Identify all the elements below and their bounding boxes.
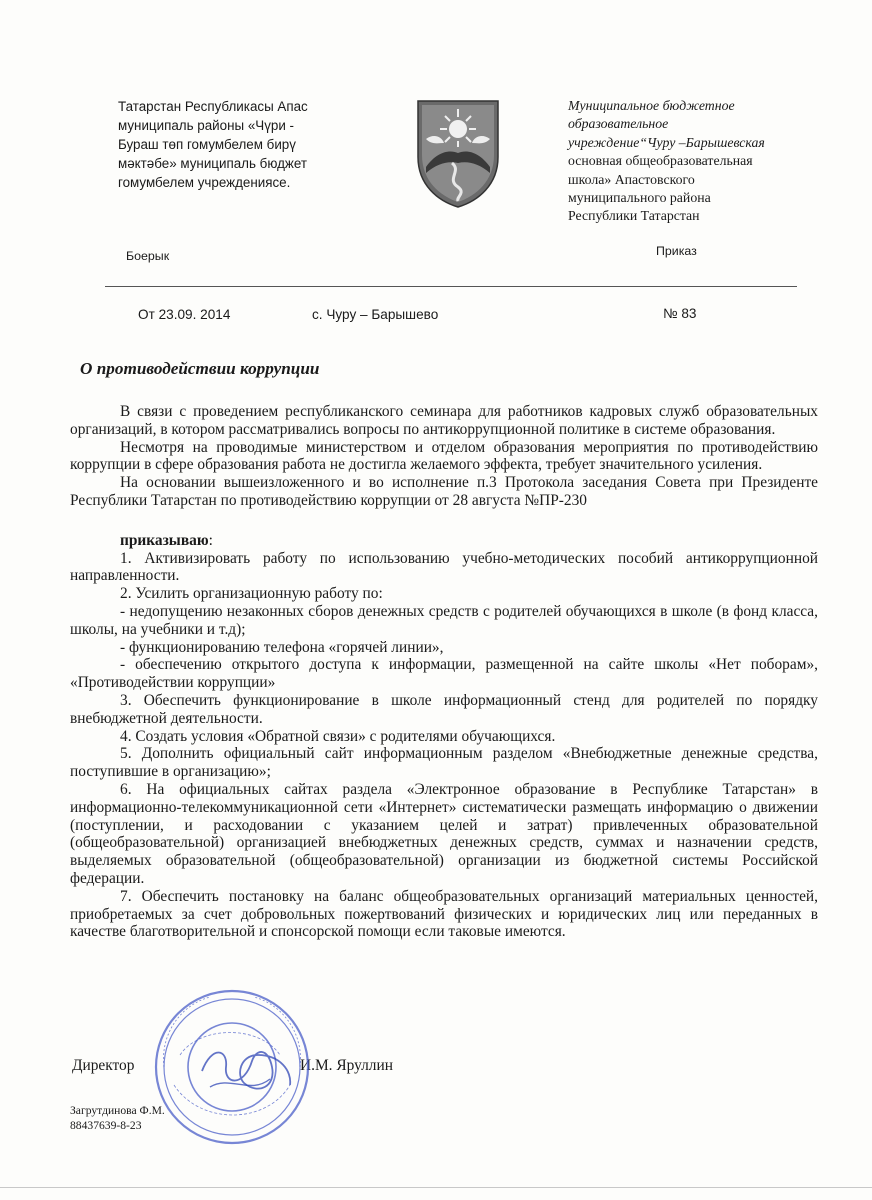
header-org-tatar bbox=[118, 97, 346, 192]
org-line: муниципального района bbox=[568, 190, 711, 206]
order-number: № 83 bbox=[663, 306, 697, 321]
org-line: мәктәбе» муниципаль бюджет bbox=[118, 156, 307, 171]
order-item: 2. Усилить организационную работу по: bbox=[120, 585, 383, 603]
org-line: учреждение“Чуру –Барышевская bbox=[568, 134, 765, 150]
doc-type-tatar: Боерык bbox=[126, 249, 170, 263]
order-date: От 23.09. 2014 bbox=[138, 307, 231, 322]
org-line: муниципаль районы «Чүри - bbox=[118, 118, 295, 133]
order-item: 3. Обеспечить функционирование в школе информационный стенд для родителей по порядку внебюджетной деятельности. bbox=[70, 691, 818, 727]
header-org-russian bbox=[568, 97, 808, 226]
document-body bbox=[70, 403, 818, 941]
org-line: Муниципальное бюджетное bbox=[568, 98, 735, 113]
decree-word: приказываю bbox=[120, 531, 209, 549]
paragraph: Несмотря на проводимые министерством и отделом образования мероприятия по противодействию коррупции в сфере образования работа не достигла желаемого эффекта, требует значительного усиления. bbox=[70, 438, 818, 474]
order-item: 5. Дополнить официальный сайт информационным разделом «Внебюджетные денежные средства, поступившие в организацию»; bbox=[70, 745, 818, 781]
header-divider bbox=[105, 286, 797, 287]
order-item: 4. Создать условия «Обратной связи» с родителями обучающихся. bbox=[120, 727, 556, 745]
document-title: О противодействии коррупции bbox=[80, 359, 320, 378]
emblem-icon bbox=[412, 97, 504, 209]
decree-line bbox=[70, 532, 818, 550]
order-item: - недопущению незаконных сборов денежных средств с родителей обучающихся в школе (в фонд класса, школы, на учебники и т.д); bbox=[70, 602, 818, 638]
order-item: 1. Активизировать работу по использованию учебно-методических пособий антикоррупционной направленности. bbox=[70, 549, 818, 585]
org-line: Республики Татарстан bbox=[568, 208, 700, 224]
decree-colon: : bbox=[208, 531, 213, 549]
order-item: 7. Обеспечить постановку на баланс общеобразовательных организаций материальных ценностей, приобретаемых за счет добровольных пожертвований физических и юридических лиц или переданных в качестве благотворительной и спонсорской помощи если таковые имеются. bbox=[70, 887, 818, 941]
org-line: Бураш төп гомумбелем бирү bbox=[118, 137, 296, 152]
org-line: гомумбелем учреждениясе. bbox=[118, 175, 291, 190]
order-item: - функционированию телефона «горячей линии», bbox=[120, 638, 444, 656]
org-line: Татарстан Республикасы Апас bbox=[118, 99, 308, 114]
order-place: с. Чуру – Барышево bbox=[312, 307, 439, 322]
org-line: образовательное bbox=[568, 116, 669, 132]
org-line: основная общеобразовательная bbox=[568, 153, 753, 169]
executor-phone: 88437639-8-23 bbox=[70, 1119, 142, 1132]
signer-name: И.М. Яруллин bbox=[300, 1057, 393, 1074]
paragraph: На основании вышеизложенного и во исполнение п.3 Протокола заседания Совета при Президенте Республики Татарстан по противодействию коррупции от 28 августа №ПР-230 bbox=[70, 474, 818, 509]
executor-name: Загрутдинова Ф.М. bbox=[70, 1104, 165, 1117]
org-line: школа» Апастовского bbox=[568, 171, 695, 187]
order-item: - обеспечению открытого доступа к информации, размещенной на сайте школы «Нет поборам», «Противодействии коррупции» bbox=[70, 656, 818, 692]
order-item: 6. На официальных сайтах раздела «Электронное образование в Республике Татарстан» в информационно-телекоммуникационной сети «Интернет» систематически размещать информацию о движении (поступлении, и расходовании с указанием целей и затрат) привлеченных образовательной (общеобразовательной) организацией внебюджетных денежных средств, суммах и назначении средств, выделяемых образовательной (общеобразовательной) организации из бюджетной системы Российской федерации. bbox=[70, 780, 818, 887]
signer-position: Директор bbox=[72, 1057, 135, 1074]
page-edge-line bbox=[0, 1187, 872, 1188]
stamp-icon bbox=[140, 975, 330, 1155]
doc-type-russian: Приказ bbox=[656, 244, 697, 258]
paragraph: В связи с проведением республиканского семинара для работников кадровых служб образовательных организаций, в котором рассматривались вопросы по антикоррупционной политике в системе образования. bbox=[70, 403, 818, 438]
